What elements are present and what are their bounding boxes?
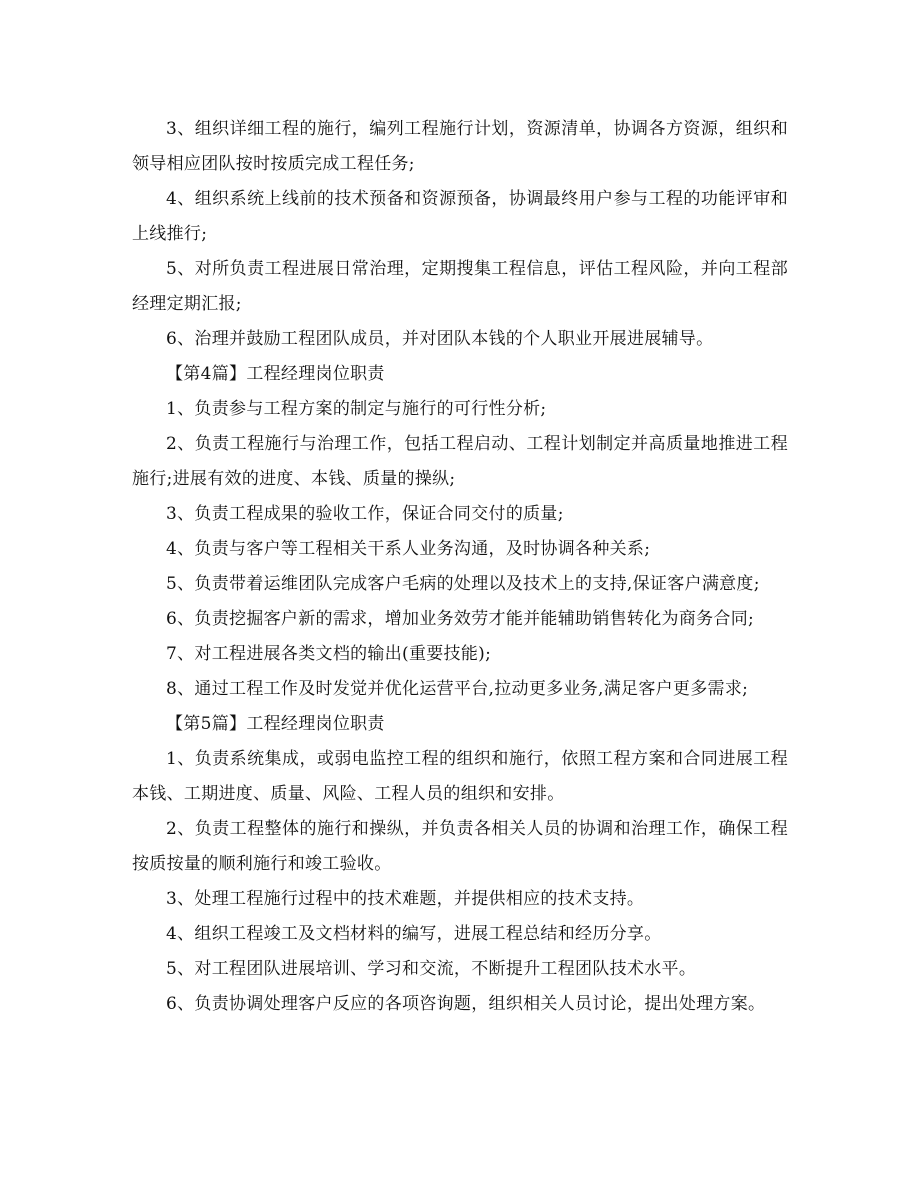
paragraph-4-1: 1、负责参与工程方案的制定与施行的可行性分析; xyxy=(166,399,547,419)
paragraph-5-5: 5、对工程团队进展培训、学习和交流，不断提升工程团队技术水平。 xyxy=(166,959,697,979)
paragraph-4-7: 7、对工程进展各类文档的输出(重要技能); xyxy=(166,644,492,664)
paragraph-4-3: 3、负责工程成果的验收工作，保证合同交付的质量; xyxy=(166,504,564,524)
paragraph-a6: 6、治理并鼓励工程团队成员，并对团队本钱的个人职业开展进展辅导。 xyxy=(166,329,714,349)
paragraph-4-8: 8、通过工程工作及时发觉并优化运营平台,拉动更多业务,满足客户更多需求; xyxy=(166,679,749,699)
section-5-heading: 【第5篇】工程经理岗位职责 xyxy=(166,714,385,734)
paragraph-5-2: 2、负责工程整体的施行和操纵，并负责各相关人员的协调和治理工作，确保工程按质按量的顺利施行和竣工验收。 xyxy=(132,819,788,874)
paragraph-a5: 5、对所负责工程进展日常治理，定期搜集工程信息，评估工程风险，并向工程部经理定期汇报; xyxy=(132,259,788,314)
paragraph-5-3: 3、处理工程施行过程中的技术难题，并提供相应的技术支持。 xyxy=(166,889,645,909)
paragraph-4-6: 6、负责挖掘客户新的需求，增加业务效劳才能并能辅助销售转化为商务合同; xyxy=(166,609,755,629)
paragraph-5-4: 4、组织工程竣工及文档材料的编写，进展工程总结和经历分享。 xyxy=(166,924,662,944)
paragraph-4-4: 4、负责与客户等工程相关干系人业务沟通，及时协调各种关系; xyxy=(166,539,651,559)
paragraph-a4: 4、组织系统上线前的技术预备和资源预备，协调最终用户参与工程的功能评审和上线推行; xyxy=(132,189,788,244)
paragraph-5-6: 6、负责协调处理客户反应的各项咨询题，组织相关人员讨论，提出处理方案。 xyxy=(166,994,766,1014)
paragraph-4-5: 5、负责带着运维团队完成客户毛病的处理以及技术上的支持,保证客户满意度; xyxy=(166,574,760,594)
document-body xyxy=(132,112,788,1022)
section-4-heading: 【第4篇】工程经理岗位职责 xyxy=(166,364,385,384)
paragraph-4-2: 2、负责工程施行与治理工作，包括工程启动、工程计划制定并高质量地推进工程施行;进展有效的进度、本钱、质量的操纵; xyxy=(132,434,788,489)
paragraph-5-1: 1、负责系统集成，或弱电监控工程的组织和施行，依照工程方案和合同进展工程本钱、工期进度、质量、风险、工程人员的组织和安排。 xyxy=(132,749,788,804)
paragraph-a3: 3、组织详细工程的施行，编列工程施行计划，资源清单，协调各方资源，组织和领导相应团队按时按质完成工程任务; xyxy=(132,119,788,174)
